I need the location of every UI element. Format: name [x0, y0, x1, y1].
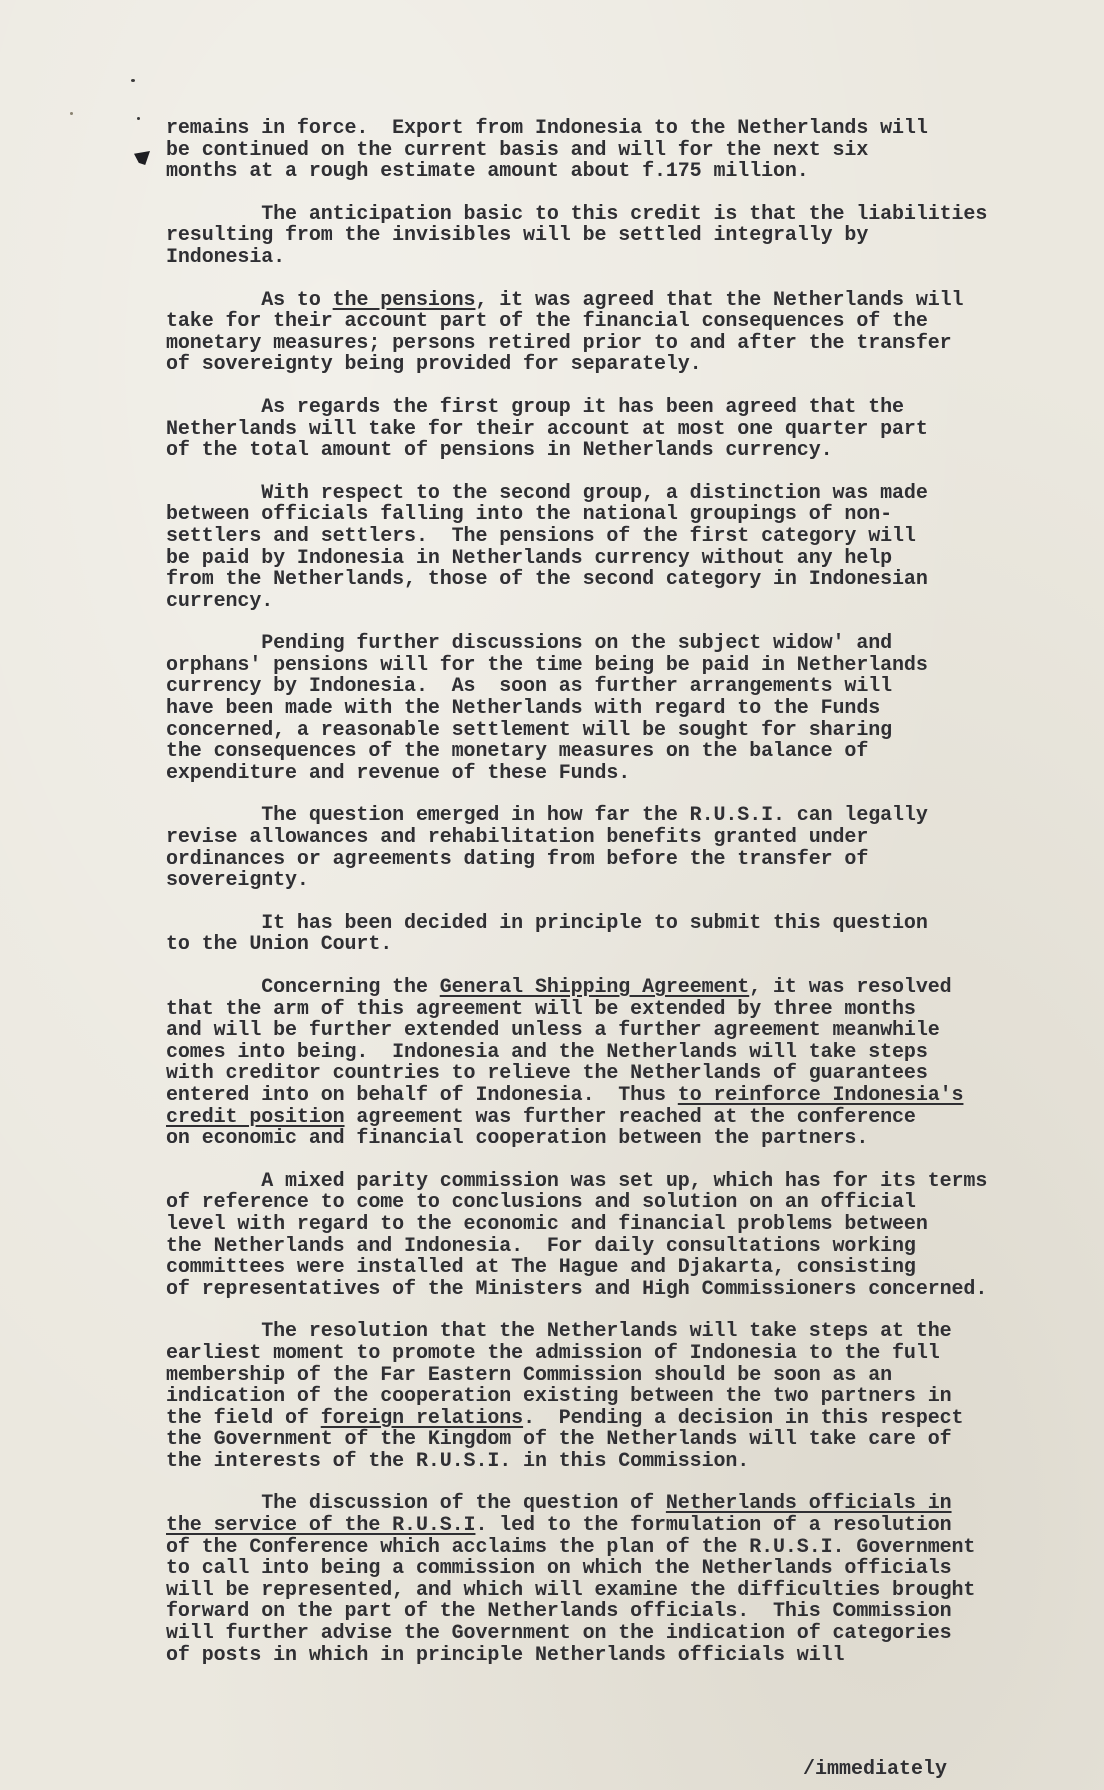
text-line: [166, 763, 1096, 785]
text-line: [166, 1408, 1096, 1430]
text-line: [166, 1493, 1096, 1515]
text-line: [166, 548, 1096, 570]
text-line: [166, 1429, 1096, 1451]
text-line: [166, 1020, 1096, 1042]
text-segment: comes into being. Indonesia and the Netherlands will take steps: [166, 1040, 928, 1064]
text-line: [166, 1580, 1096, 1602]
text-segment: earliest moment to promote the admission of Indonesia to the full: [166, 1341, 940, 1365]
text-line: [166, 419, 1096, 441]
text-segment: level with regard to the economic and financial problems between: [166, 1212, 928, 1236]
text-line: [166, 1365, 1096, 1387]
text-segment: the consequences of the monetary measures on the balance of: [166, 740, 869, 764]
text-line: [166, 1236, 1096, 1258]
text-segment: sovereignty.: [166, 869, 309, 893]
paragraph: [166, 805, 1096, 891]
text-line: [166, 591, 1096, 613]
text-segment: As regards the first group it has been agreed that the: [166, 395, 904, 419]
paragraph: [166, 204, 1096, 269]
text-line: [166, 161, 1096, 183]
text-segment: membership of the Far Eastern Commission should be soon as an: [166, 1363, 893, 1387]
paragraph: [166, 118, 1096, 183]
text-line: [166, 999, 1096, 1021]
text-segment: expenditure and revenue of these Funds.: [166, 761, 631, 785]
text-segment: of the total amount of pensions in Netherlands currency.: [166, 439, 833, 463]
text-segment: to the Union Court.: [166, 933, 393, 957]
text-line: [166, 290, 1096, 312]
text-line: [166, 977, 1096, 999]
text-segment: will further advise the Government on the indication of categories: [166, 1622, 952, 1646]
text-segment: the Government of the Kingdom of the Netherlands will take care of: [166, 1428, 952, 1452]
text-segment: The discussion of the question of: [166, 1492, 666, 1516]
text-line: [166, 225, 1096, 247]
text-segment: take for their account part of the financial consequences of the: [166, 310, 928, 334]
text-line: [166, 633, 1096, 655]
text-segment: . Pending a decision in this respect: [523, 1406, 964, 1430]
ink-speck: [137, 117, 140, 120]
text-segment: revise allowances and rehabilitation benefits granted under: [166, 826, 869, 850]
document-body: [166, 118, 1096, 1687]
text-segment: The anticipation basic to this credit is that the liabilities: [166, 202, 988, 226]
text-segment: remains in force. Export from Indonesia to the Netherlands will: [166, 117, 928, 140]
catchword: /immediately: [803, 1758, 948, 1781]
paragraph: [166, 483, 1096, 613]
ink-speck: [131, 79, 135, 82]
text-segment: that the arm of this agreement will be extended by three months: [166, 997, 916, 1021]
text-segment: months at a rough estimate amount about f.175 million.: [166, 160, 809, 184]
text-line: [166, 1107, 1096, 1129]
paragraph: [166, 1321, 1096, 1472]
text-line: [166, 1386, 1096, 1408]
text-line: [166, 333, 1096, 355]
text-segment: Indonesia.: [166, 245, 286, 269]
text-segment: currency by Indonesia. As soon as further arrangements will: [166, 675, 893, 699]
text-line: [166, 1214, 1096, 1236]
text-line: [166, 1451, 1096, 1473]
text-segment: of sovereignty being provided for separately.: [166, 353, 702, 377]
paragraph: [166, 633, 1096, 784]
underlined-text: credit position: [166, 1105, 345, 1129]
text-line: [166, 1537, 1096, 1559]
text-line: [166, 1279, 1096, 1301]
underlined-text: to reinforce Indonesia's: [677, 1083, 964, 1107]
text-segment: of representatives of the Ministers and High Commissioners concerned.: [166, 1277, 988, 1301]
paragraph: [166, 1171, 1096, 1301]
text-segment: between officials falling into the national groupings of non-: [166, 503, 893, 527]
text-segment: committees were installed at The Hague and Djakarta, consisting: [166, 1256, 916, 1280]
text-line: [166, 354, 1096, 376]
text-segment: with creditor countries to relieve the Netherlands of guarantees: [166, 1062, 928, 1086]
text-segment: the interests of the R.U.S.I. in this Commission.: [166, 1449, 750, 1473]
text-segment: , it was agreed that the Netherlands will: [475, 288, 964, 312]
paragraph: [166, 397, 1096, 462]
text-segment: . led to the formulation of a resolution: [475, 1514, 952, 1538]
paragraph: [166, 290, 1096, 376]
text-segment: A mixed parity commission was set up, which has for its terms: [166, 1169, 988, 1193]
paragraph: [166, 913, 1096, 956]
text-line: [166, 1257, 1096, 1279]
text-segment: Concerning the: [166, 976, 440, 999]
text-segment: The question emerged in how far the R.U.S.I. can legally: [166, 804, 928, 828]
text-line: [166, 741, 1096, 763]
text-segment: The resolution that the Netherlands will take steps at the: [166, 1320, 952, 1344]
underlined-text: the pensions: [332, 288, 476, 312]
text-segment: of posts in which in principle Netherlands officials will: [166, 1643, 845, 1667]
text-line: [166, 827, 1096, 849]
text-line: [166, 204, 1096, 226]
text-line: [166, 1042, 1096, 1064]
underlined-text: Netherlands officials in: [665, 1492, 952, 1516]
text-segment: will be represented, and which will examine the difficulties brought: [166, 1578, 976, 1602]
text-line: [166, 676, 1096, 698]
text-segment: and will be further extended unless a further agreement meanwhile: [166, 1019, 940, 1043]
text-line: [166, 1558, 1096, 1580]
text-line: [166, 1343, 1096, 1365]
text-segment: to call into being a commission on which the Netherlands officials: [166, 1557, 952, 1581]
text-segment: have been made with the Netherlands with regard to the Funds: [166, 697, 881, 721]
text-line: [166, 698, 1096, 720]
text-line: [166, 1085, 1096, 1107]
text-segment: on economic and financial cooperation between the partners.: [166, 1127, 869, 1151]
text-segment: ordinances or agreements dating from before the transfer of: [166, 847, 869, 871]
text-line: [166, 913, 1096, 935]
text-line: [166, 1515, 1096, 1537]
text-segment: orphans' pensions will for the time being be paid in Netherlands: [166, 653, 928, 677]
text-line: [166, 504, 1096, 526]
text-line: [166, 140, 1096, 162]
text-segment: of the Conference which acclaims the plan of the R.U.S.I. Government: [166, 1535, 976, 1559]
text-segment: resulting from the invisibles will be settled integrally by: [166, 224, 869, 248]
text-segment: the field of: [166, 1406, 321, 1430]
text-segment: be paid by Indonesia in Netherlands currency without any help: [166, 546, 893, 570]
text-line: [166, 1192, 1096, 1214]
text-line: [166, 870, 1096, 892]
text-segment: indication of the cooperation existing between the two partners in: [166, 1385, 952, 1409]
text-segment: the Netherlands and Indonesia. For daily consultations working: [166, 1234, 916, 1258]
text-segment: be continued on the current basis and will for the next six: [166, 138, 869, 162]
text-line: [166, 311, 1096, 333]
text-segment: As to: [166, 288, 333, 312]
text-line: [166, 118, 1096, 140]
text-line: [166, 1171, 1096, 1193]
text-segment: monetary measures; persons retired prior to and after the transfer: [166, 331, 952, 355]
text-line: [166, 1645, 1096, 1667]
text-line: [166, 397, 1096, 419]
text-line: [166, 849, 1096, 871]
text-segment: , it was resolved: [749, 976, 952, 999]
text-line: [166, 247, 1096, 269]
underlined-text: General Shipping Agreement: [439, 976, 750, 999]
underlined-text: foreign relations: [320, 1406, 524, 1430]
underlined-text: the service of the R.U.S.I: [166, 1514, 476, 1538]
text-segment: from the Netherlands, those of the second category in Indonesian: [166, 568, 928, 592]
text-line: [166, 1128, 1096, 1150]
text-segment: Netherlands will take for their account at most one quarter part: [166, 417, 928, 441]
text-line: [166, 569, 1096, 591]
text-line: [166, 1321, 1096, 1343]
text-segment: agreement was further reached at the conference: [344, 1105, 916, 1129]
text-segment: entered into on behalf of Indonesia. Thus: [166, 1083, 678, 1107]
text-segment: concerned, a reasonable settlement will be sought for sharing: [166, 718, 893, 742]
text-segment: With respect to the second group, a distinction was made: [166, 481, 928, 505]
text-line: [166, 655, 1096, 677]
text-segment: forward on the part of the Netherlands officials. This Commission: [166, 1600, 952, 1624]
paragraph: [166, 1493, 1096, 1666]
ink-speck: [70, 112, 73, 115]
text-line: [166, 440, 1096, 462]
text-line: [166, 526, 1096, 548]
ink-blot: [134, 151, 150, 165]
text-segment: Pending further discussions on the subject widow' and: [166, 632, 893, 656]
text-line: [166, 805, 1096, 827]
text-line: [166, 1601, 1096, 1623]
text-line: [166, 934, 1096, 956]
text-line: [166, 1623, 1096, 1645]
paragraph: [166, 977, 1096, 1150]
text-segment: currency.: [166, 589, 274, 613]
text-line: [166, 1063, 1096, 1085]
text-line: [166, 483, 1096, 505]
text-segment: of reference to come to conclusions and solution on an official: [166, 1191, 916, 1215]
text-segment: settlers and settlers. The pensions of the first category will: [166, 524, 916, 548]
text-segment: It has been decided in principle to submit this question: [166, 911, 928, 935]
text-line: [166, 720, 1096, 742]
